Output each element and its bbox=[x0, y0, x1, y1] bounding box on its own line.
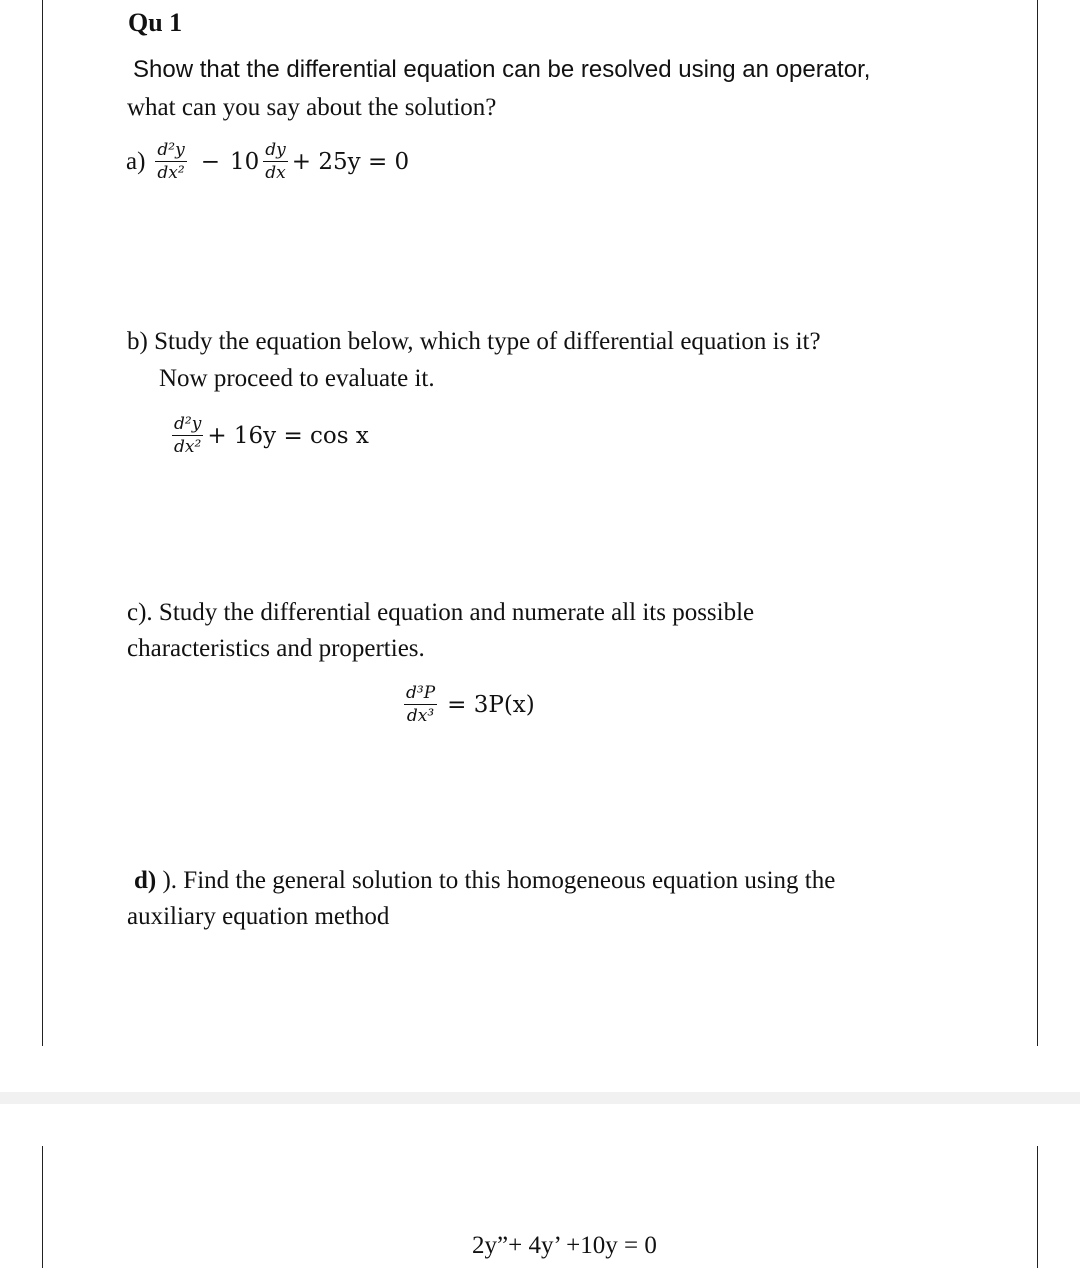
equation-a-frac1-numerator: d²y bbox=[157, 140, 185, 160]
equation-b-denominator: dx² bbox=[174, 437, 202, 457]
equation-c bbox=[400, 683, 535, 726]
part-d-line1 bbox=[134, 863, 835, 899]
page-separator bbox=[0, 1092, 1080, 1104]
equation-c-numerator: d³P bbox=[406, 683, 436, 703]
equation-c-fraction bbox=[404, 683, 437, 726]
equation-b bbox=[168, 414, 369, 457]
equation-a-frac1-denominator: dx² bbox=[157, 163, 185, 183]
equation-a bbox=[126, 140, 409, 183]
equation-b-numerator: d²y bbox=[174, 414, 202, 434]
part-c-line1: c). Study the differential equation and numerate all its possible bbox=[127, 599, 755, 626]
part-c-line2: characteristics and properties. bbox=[127, 635, 425, 662]
part-b-line2: Now proceed to evaluate it. bbox=[159, 365, 435, 392]
equation-a-minus: − bbox=[200, 148, 221, 175]
equation-c-denominator: dx³ bbox=[406, 706, 435, 726]
equation-b-fraction bbox=[172, 414, 203, 457]
part-d-line2: auxiliary equation method bbox=[127, 903, 390, 930]
part-b-line1: b) Study the equation below, which type of differential equation is it? bbox=[127, 328, 821, 355]
part-d-label: d) bbox=[134, 867, 157, 894]
equation-a-rest: + 25y = 0 bbox=[291, 148, 410, 175]
equation-b-rest: + 16y = cos x bbox=[207, 422, 369, 449]
equation-a-frac2-numerator: dy bbox=[265, 140, 286, 160]
part-d-line1-text: ). Find the general solution to this homogeneous equation using the bbox=[156, 867, 836, 894]
question-intro-line1: Show that the differential equation can be resolved using an operator, bbox=[133, 56, 871, 83]
equation-c-rest: = 3P(x) bbox=[447, 691, 535, 718]
equation-d: 2y”+ 4y’ +10y = 0 bbox=[472, 1232, 657, 1259]
question-intro-line2: what can you say about the solution? bbox=[127, 94, 497, 121]
question-title: Qu 1 bbox=[128, 8, 183, 37]
equation-a-fraction-1 bbox=[155, 140, 186, 183]
equation-a-frac2-denominator: dx bbox=[265, 163, 286, 183]
equation-a-fraction-2 bbox=[263, 140, 288, 183]
equation-a-coefficient: 10 bbox=[230, 148, 260, 175]
part-a-label: a) bbox=[126, 147, 146, 175]
